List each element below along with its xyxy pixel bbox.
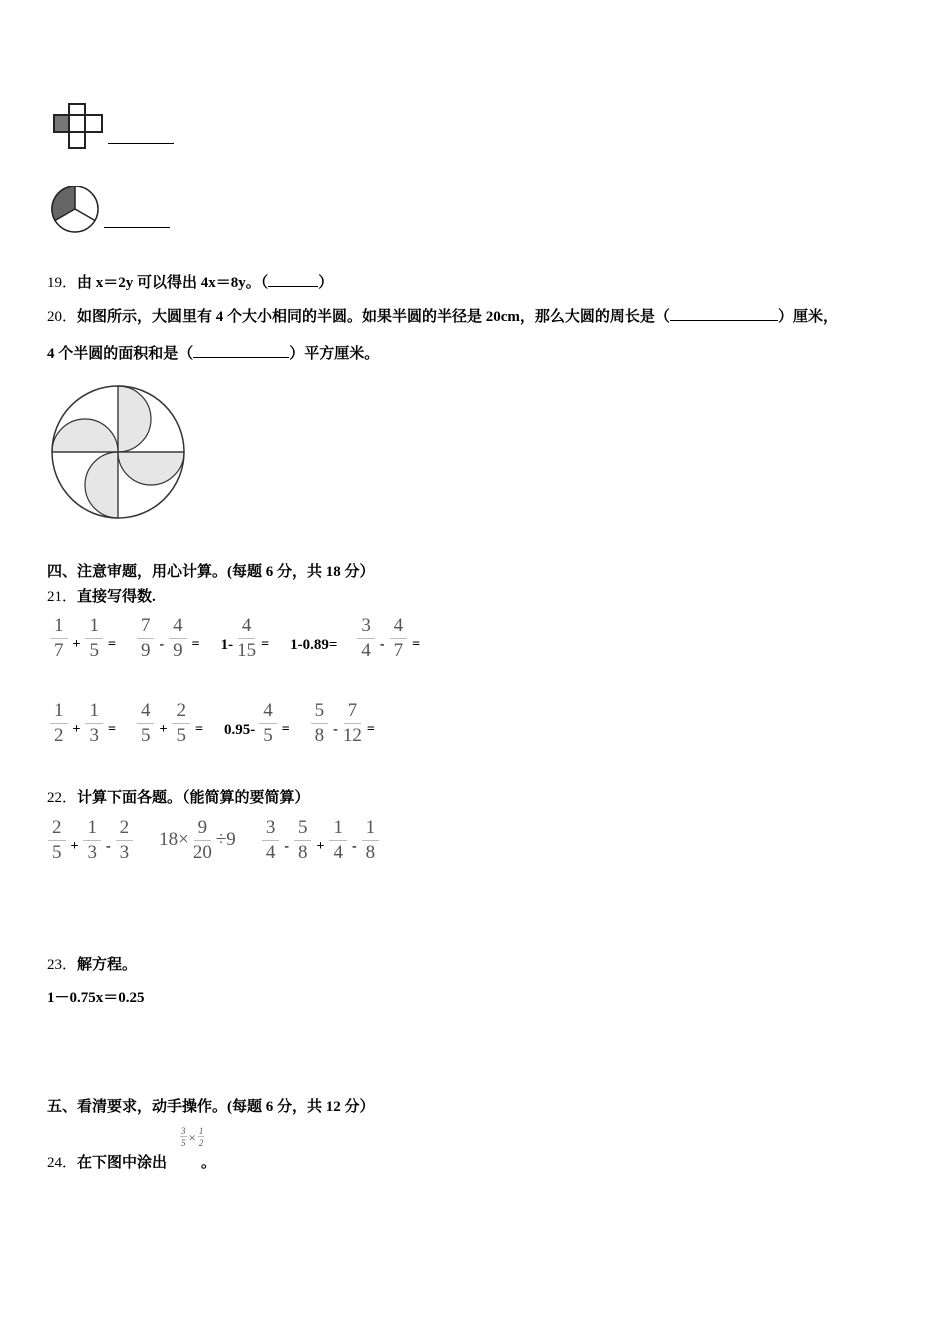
answer-blank[interactable] <box>108 143 174 144</box>
fraction <box>343 701 362 746</box>
denominator: 8 <box>314 724 325 746</box>
fraction <box>262 818 280 863</box>
expression <box>222 701 293 746</box>
expression <box>288 623 339 654</box>
number-text: 1- <box>220 636 234 653</box>
fraction <box>85 701 103 746</box>
denominator: 15 <box>237 639 257 661</box>
numerator: 1 <box>50 701 68 724</box>
q22-row <box>46 818 403 863</box>
fraction <box>294 818 312 863</box>
denominator: 5 <box>263 724 273 746</box>
fraction <box>237 616 256 661</box>
denominator: 4 <box>333 841 343 863</box>
expression <box>355 616 423 661</box>
operator: + <box>72 637 81 653</box>
operator: = <box>191 637 200 653</box>
answer-blank[interactable] <box>268 274 318 287</box>
answer-blank[interactable] <box>670 308 778 321</box>
expression <box>48 701 119 746</box>
expression <box>309 701 378 746</box>
fraction <box>85 616 103 661</box>
operator: = <box>366 722 375 738</box>
circle-semicircles-figure <box>50 384 186 520</box>
numerator: 7 <box>137 616 155 639</box>
denominator: 9 <box>140 639 151 661</box>
expression <box>46 818 135 863</box>
denominator: 7 <box>54 639 64 661</box>
expression <box>260 818 381 863</box>
operator: - <box>284 839 289 855</box>
expression <box>157 818 238 863</box>
question-23: 23．解方程。 <box>47 957 138 973</box>
expression <box>135 616 203 661</box>
expression <box>48 616 119 661</box>
numerator: 1 <box>85 701 103 724</box>
fraction <box>259 701 277 746</box>
question-24: 24．在下图中涂出 。 <box>47 1155 217 1171</box>
denominator: 3 <box>89 724 99 746</box>
denominator: 8 <box>365 841 376 863</box>
numerator: 7 <box>344 701 362 724</box>
numerator: 1 <box>329 818 347 841</box>
numerator: 4 <box>169 616 187 639</box>
operator: = <box>107 637 116 653</box>
fraction <box>390 616 408 661</box>
denominator: 5 <box>52 841 62 863</box>
fraction <box>172 701 190 746</box>
expression <box>135 701 206 746</box>
fraction <box>357 616 375 661</box>
section-4-heading: 四、注意审题，用心计算。(每题 6 分，共 18 分） <box>47 564 375 580</box>
fraction <box>193 818 212 863</box>
denominator: 4 <box>265 841 276 863</box>
fraction <box>329 818 347 863</box>
numerator: 1 <box>83 818 101 841</box>
operator: = <box>412 637 421 653</box>
fraction <box>137 616 155 661</box>
fraction <box>311 701 329 746</box>
pie-figure <box>50 186 102 234</box>
q21-row-1 <box>48 616 439 661</box>
numerator: 3 <box>262 818 280 841</box>
denominator: 3 <box>87 841 97 863</box>
operator: = <box>261 637 270 653</box>
operator: - <box>379 637 385 653</box>
numerator: 4 <box>238 616 256 639</box>
operator: - <box>351 839 357 855</box>
number-text: 0.95- <box>223 721 256 738</box>
fraction-expression: $\frac{3}{5}$ × $\frac{1}{2}$ <box>181 1126 204 1149</box>
operator: = <box>107 722 116 738</box>
fraction <box>50 616 68 661</box>
fraction <box>48 818 66 863</box>
denominator: 12 <box>342 724 362 746</box>
numerator: 4 <box>259 701 277 724</box>
operator: = <box>281 722 290 738</box>
expression <box>219 616 272 661</box>
operator: + <box>316 839 325 855</box>
number-text: 1-0.89= <box>290 636 338 653</box>
number-text: 18× <box>159 829 189 851</box>
denominator: 5 <box>140 724 151 746</box>
question-22: 22．计算下面各题。（能简算的要简算） <box>47 790 310 806</box>
question-20-line2: 4 个半圆的面积和是（ ）平方厘米。 <box>47 346 380 362</box>
operator: + <box>72 722 81 738</box>
q21-row-2 <box>48 701 394 746</box>
denominator: 7 <box>393 639 404 661</box>
fraction <box>50 701 68 746</box>
fraction <box>362 818 380 863</box>
denominator: 2 <box>54 724 64 746</box>
section-5-heading: 五、看清要求，动手操作。(每题 6 分，共 12 分） <box>47 1099 375 1115</box>
operator: + <box>159 722 168 738</box>
question-19: 19．由 x＝2y 可以得出 4x＝8y。（ ） <box>47 275 334 291</box>
denominator: 9 <box>173 639 183 661</box>
denominator: 20 <box>192 841 212 863</box>
operator: - <box>333 722 338 738</box>
numerator: 4 <box>390 616 408 639</box>
question-20: 20．如图所示，大圆里有 4 个大小相同的半圆。如果半圆的半径是 20cm，那么大圆的周长是（ ）厘米， <box>47 309 838 325</box>
operator: - <box>159 637 165 653</box>
fraction <box>83 818 101 863</box>
denominator: 8 <box>297 841 308 863</box>
numerator: 9 <box>194 818 212 841</box>
numerator: 3 <box>357 616 375 639</box>
denominator: 4 <box>361 639 371 661</box>
question-21: 21．直接写得数. <box>47 589 156 605</box>
numerator: 1 <box>362 818 380 841</box>
cross-net-figure <box>52 102 112 150</box>
numerator: 2 <box>172 701 190 724</box>
numerator: 2 <box>116 818 134 841</box>
answer-blank[interactable] <box>193 345 289 358</box>
fraction <box>137 701 155 746</box>
numerator: 5 <box>311 701 329 724</box>
equation: 1－0.75x＝0.25 <box>47 990 145 1006</box>
numerator: 1 <box>85 616 103 639</box>
denominator: 5 <box>176 724 186 746</box>
numerator: 2 <box>48 818 66 841</box>
fraction <box>169 616 187 661</box>
number-text: ÷9 <box>215 829 236 851</box>
operator: + <box>70 839 79 855</box>
answer-blank[interactable] <box>104 227 170 228</box>
operator: = <box>194 722 203 738</box>
numerator: 1 <box>50 616 68 639</box>
denominator: 5 <box>89 639 99 661</box>
operator: - <box>105 839 111 855</box>
fraction <box>116 818 134 863</box>
numerator: 5 <box>294 818 312 841</box>
numerator: 4 <box>137 701 155 724</box>
denominator: 3 <box>119 841 130 863</box>
